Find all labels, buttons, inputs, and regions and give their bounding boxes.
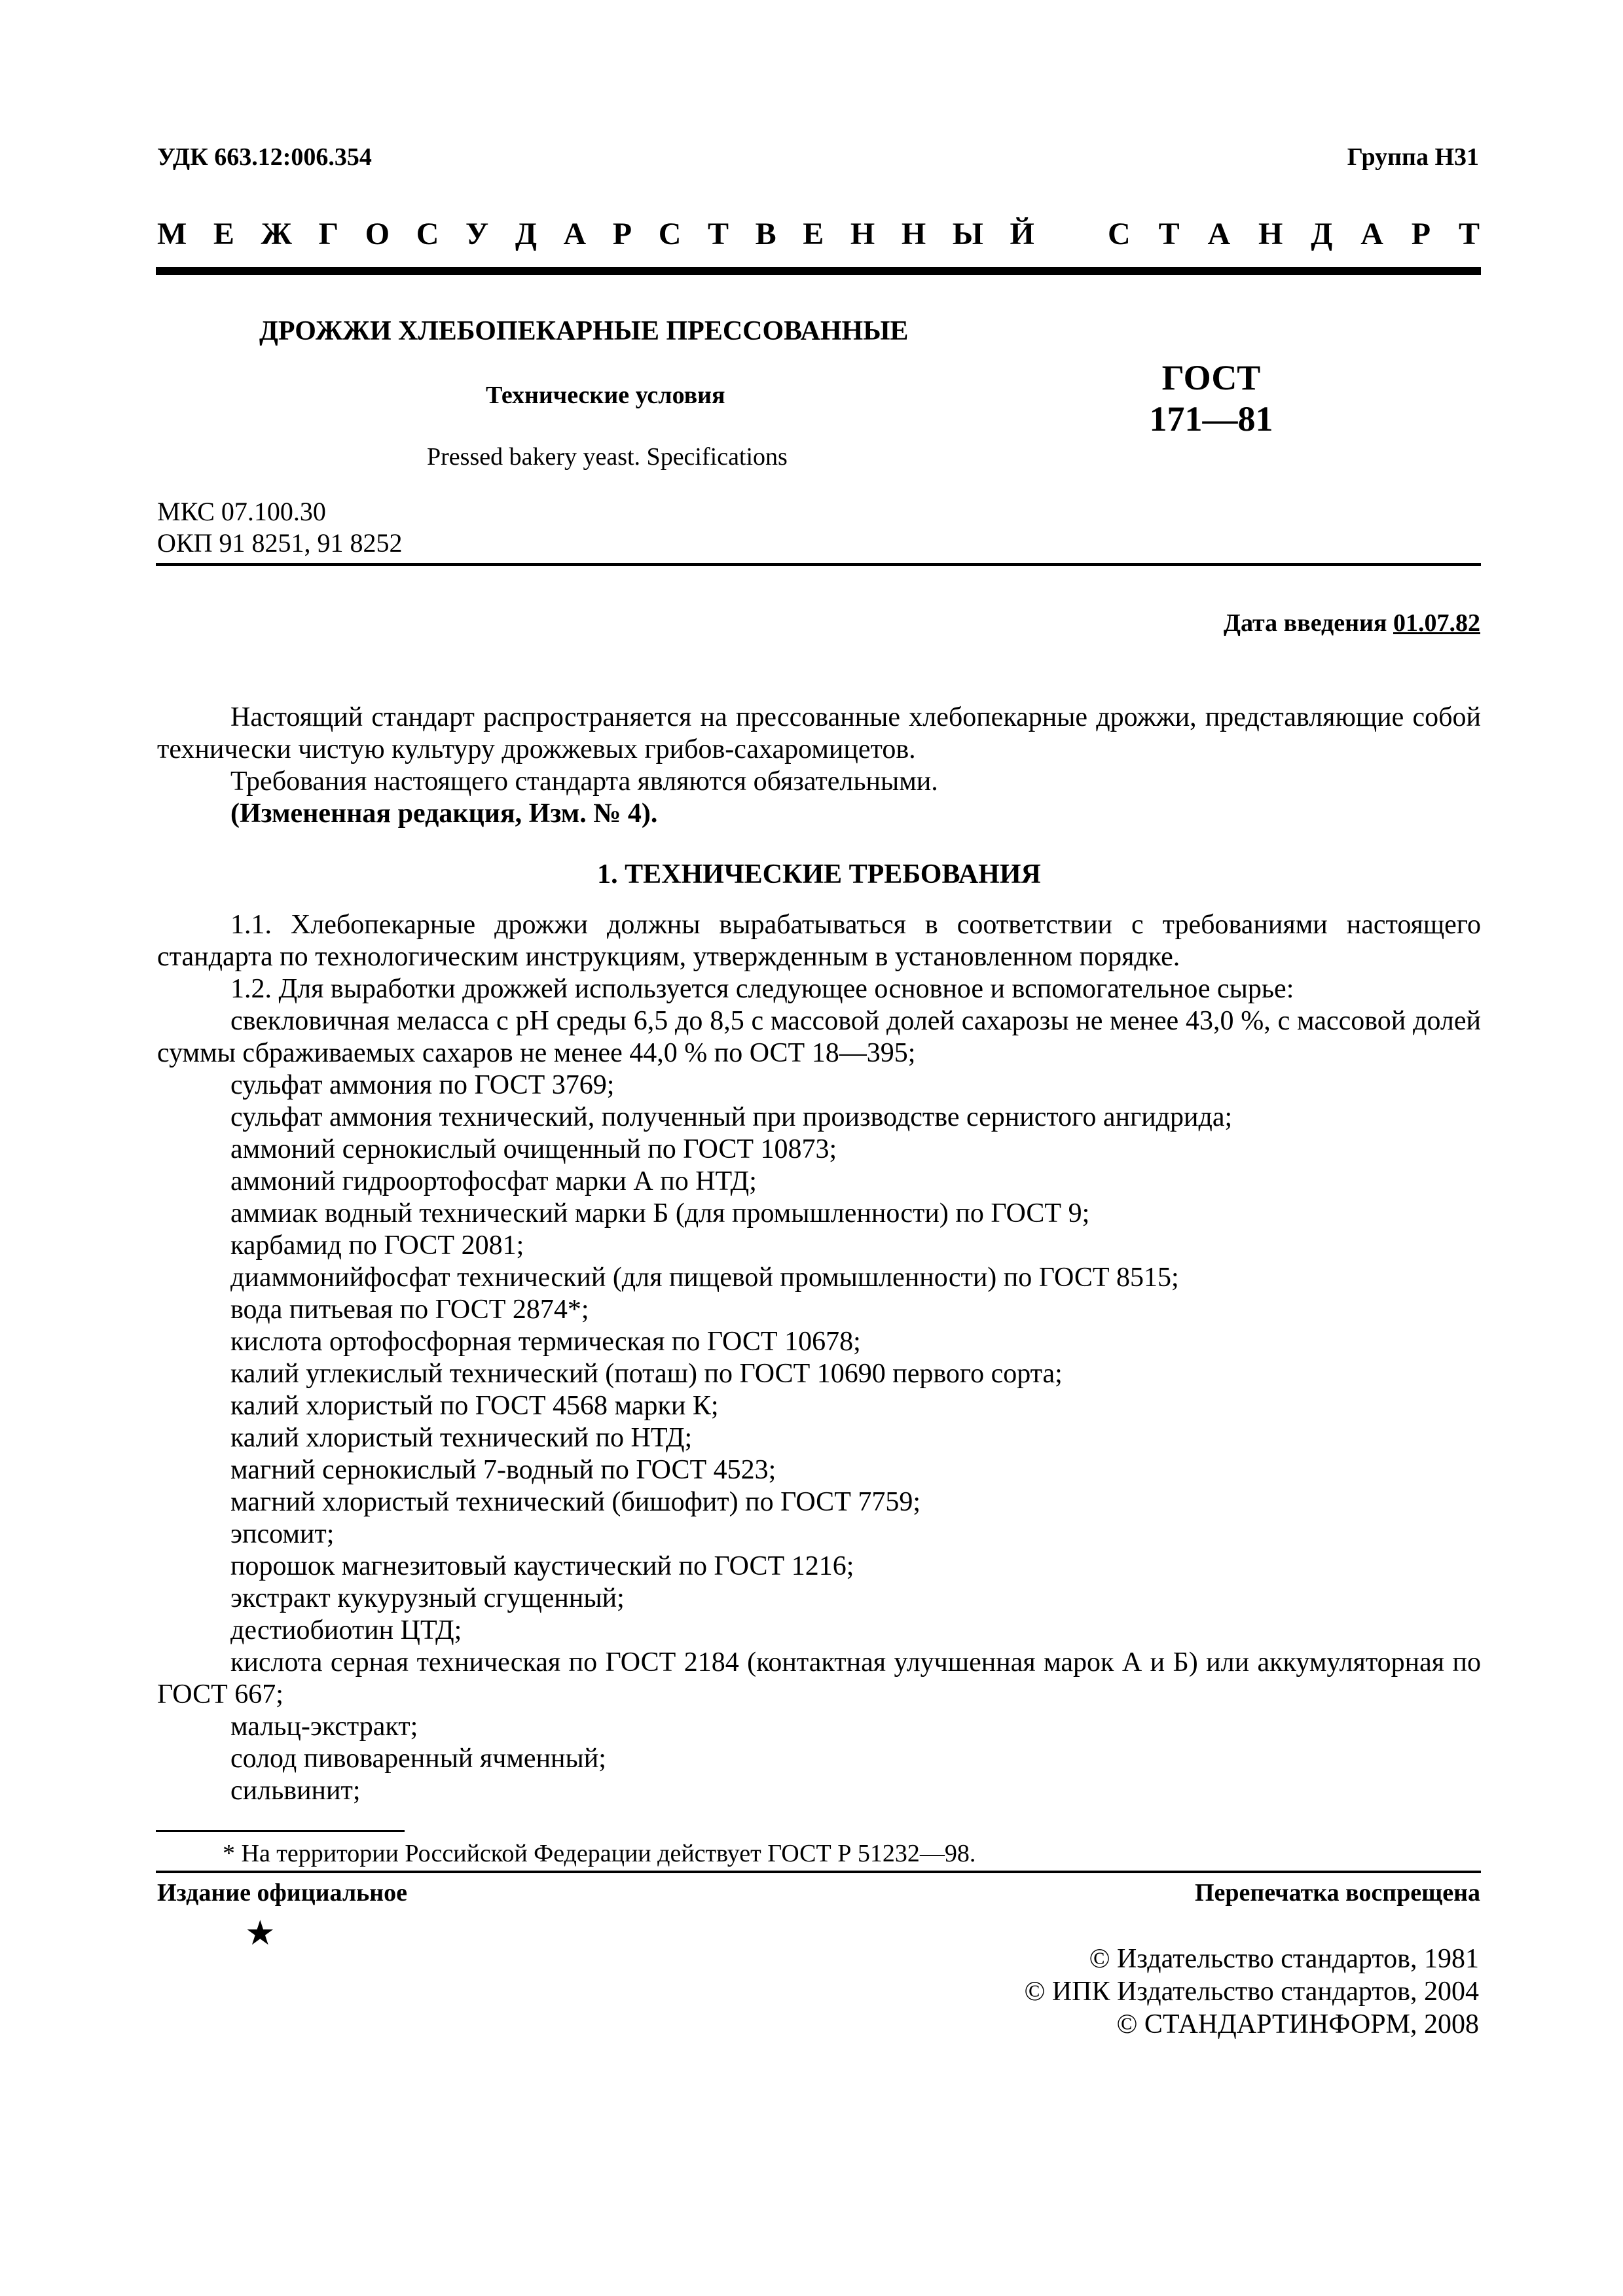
raw-material-molasses: свекловичная меласса с рН среды 6,5 до 8,5 с массовой долей сахарозы не менее 43,0 %, с массовой долей суммы сбраживаемых сахаров не менее 44,0 % по ОСТ 18—395; (157, 1006, 1481, 1068)
list-item: сульфат аммония по ГОСТ 3769; (230, 1070, 615, 1100)
introduction-date (1224, 609, 1480, 637)
preamble-mandatory: Требования настоящего стандарта являются обязательными. (230, 766, 938, 797)
section-heading: 1. ТЕХНИЧЕСКИЕ ТРЕБОВАНИЯ (597, 859, 1041, 889)
list-item: калий углекислый технический (поташ) по ГОСТ 10690 первого сорта; (230, 1359, 1063, 1389)
banner-letter: Е (213, 217, 234, 251)
banner-letter: Ж (261, 217, 293, 251)
list-item: аммиак водный технический марки Б (для промышленности) по ГОСТ 9; (230, 1198, 1090, 1229)
copyright-block (1024, 1943, 1479, 2041)
star-icon: ★ (245, 1914, 276, 1953)
okp-code: ОКП 91 8251, 91 8252 (157, 528, 403, 558)
copyright-line: © Издательство стандартов, 1981 (1089, 1944, 1479, 1974)
banner-letter: Ы (952, 217, 983, 251)
list-item: калий хлористый технический по НТД; (230, 1423, 693, 1453)
gost-number: 171—81 (1149, 399, 1273, 439)
banner-letter: Д (515, 217, 537, 251)
banner-letter: Н (901, 217, 926, 251)
list-item: сульфат аммония технический, полученный при производстве сернистого ангидрида; (230, 1102, 1233, 1132)
raw-materials-list (157, 1069, 1481, 1647)
banner-letter: А (1207, 217, 1231, 251)
clause-1-1: 1.1. Хлебопекарные дрожжи должны вырабатываться в соответствии с требованиями настоящего стандарта по технологическим инструкциям, утвержденным в установленном порядке. (157, 910, 1481, 972)
banner-letter: У (465, 217, 489, 251)
list-item: аммоний гидроортофосфат марки А по НТД; (230, 1166, 757, 1196)
clause-1-2: 1.2. Для выработки дрожжей используется следующее основное и вспомогательное сырье: (230, 974, 1294, 1004)
banner-letter: Т (1458, 217, 1480, 251)
list-item: солод пивоваренный ячменный; (230, 1744, 606, 1774)
banner-word-standard (1108, 216, 1480, 252)
footer-rule (156, 1871, 1481, 1873)
copyright-line: © СТАНДАРТИНФОРМ, 2008 (1116, 2009, 1479, 2039)
banner-letter: С (416, 217, 439, 251)
banner-letter: Д (1311, 217, 1333, 251)
list-item: экстракт кукурузный сгущенный; (230, 1583, 625, 1613)
group-code: Группа Н31 (1347, 143, 1479, 171)
document-subtitle: Технические условия (486, 382, 725, 409)
document-title: ДРОЖЖИ ХЛЕБОПЕКАРНЫЕ ПРЕССОВАННЫЕ (259, 316, 909, 346)
banner-letter: В (755, 217, 776, 251)
banner-rule (156, 267, 1481, 275)
copyright-line: © ИПК Издательство стандартов, 2004 (1024, 1977, 1479, 2007)
banner-letter: О (365, 217, 390, 251)
reprint-prohibited: Перепечатка воспрещена (1194, 1879, 1480, 1907)
document-body (157, 702, 1481, 1807)
gost-designation (1126, 357, 1296, 439)
banner-letter: Р (612, 217, 632, 251)
list-item: аммоний сернокислый очищенный по ГОСТ 10873; (230, 1134, 837, 1164)
banner-letter: Н (850, 217, 875, 251)
official-edition: Издание официальное (157, 1879, 408, 1907)
list-item: эпсомит; (230, 1519, 335, 1549)
banner-letter: Г (318, 217, 339, 251)
banner-letter: Т (1158, 217, 1180, 251)
list-item: сильвинит; (230, 1776, 361, 1806)
banner-word-interstate (157, 216, 1034, 252)
banner-letter: С (1108, 217, 1131, 251)
list-item: кислота ортофосфорная термическая по ГОСТ 10678; (230, 1327, 861, 1357)
list-item: порошок магнезитовый каустический по ГОСТ 1216; (230, 1551, 854, 1581)
amendment-note: (Измененная редакция, Изм. № 4). (230, 798, 658, 829)
banner-letter: А (563, 217, 587, 251)
list-item: карбамид по ГОСТ 2081; (230, 1230, 524, 1261)
gost-label: ГОСТ (1161, 358, 1261, 397)
mks-code: МКС 07.100.30 (157, 497, 326, 526)
classifier-rule (156, 563, 1481, 566)
list-item: диаммонийфосфат технический (для пищевой промышленности) по ГОСТ 8515; (230, 1263, 1179, 1293)
banner-letter: С (658, 217, 682, 251)
banner-letter: Т (708, 217, 729, 251)
list-item: калий хлористый по ГОСТ 4568 марки К; (230, 1391, 719, 1421)
list-item: вода питьевая по ГОСТ 2874*; (230, 1295, 589, 1325)
udk-code: УДК 663.12:006.354 (157, 143, 372, 171)
introduction-date-value: 01.07.82 (1393, 609, 1480, 637)
footnote: * На территории Российской Федерации действует ГОСТ Р 51232—98. (223, 1840, 976, 1867)
banner-letter: М (157, 217, 187, 251)
list-item: магний хлористый технический (бишофит) по ГОСТ 7759; (230, 1487, 921, 1517)
list-item: мальц-экстракт; (230, 1712, 418, 1742)
classifiers (157, 496, 402, 559)
list-item: магний сернокислый 7-водный по ГОСТ 4523; (230, 1455, 776, 1485)
list-item: дестиобиотин ЦТД; (230, 1615, 462, 1645)
banner-letter: Е (803, 217, 824, 251)
footnote-rule (156, 1830, 405, 1832)
banner-letter: Й (1010, 217, 1034, 251)
introduction-date-label: Дата введения (1223, 609, 1387, 637)
banner-letter: Н (1258, 217, 1283, 251)
banner-letter: Р (1411, 217, 1431, 251)
raw-material-sulfuric-acid: кислота серная техническая по ГОСТ 2184 (контактная улучшенная марок А и Б) или аккумуляторная по ГОСТ 667; (157, 1647, 1481, 1710)
banner-letter: А (1360, 217, 1383, 251)
standard-banner (157, 216, 1480, 255)
english-title: Pressed bakery yeast. Specifications (427, 443, 788, 471)
raw-materials-list-continued (157, 1711, 1481, 1807)
preamble-paragraph: Настоящий стандарт распространяется на прессованные хлебопекарные дрожжи, представляющие собой технически чистую культуру дрожжевых грибов-сахаромицетов. (157, 702, 1481, 764)
